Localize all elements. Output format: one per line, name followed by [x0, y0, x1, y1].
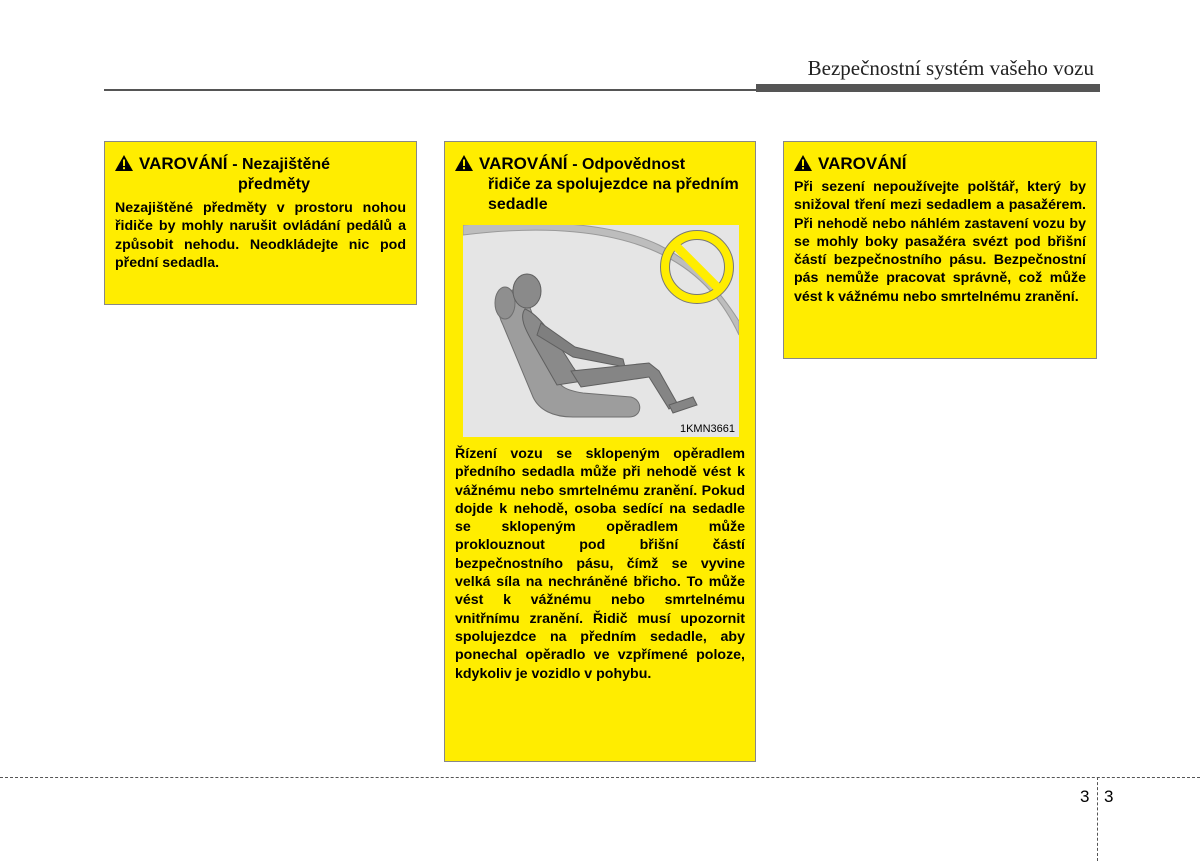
warning-triangle-icon: [794, 155, 812, 171]
section-number: 3: [1080, 787, 1090, 806]
warning-body: Řízení vozu se sklopeným opěradlem předního sedadla může při nehodě vést k vážnému nebo smrtelnému zranění. Pokud dojde k nehodě, osoba sedící na sedadle se sklopeným opěradlem může proklouznout pod břišní částí bezpečnostního pásu, čímž se vyvine velká síla na nechráněné břicho. To může vést k vážnému nebo smrtelnému vnitřnímu zranění. Řidič musí upozornit spolujezdce na předním sedadle, aby ponechal opěradlo ve vzpřímené poloze, kdykoliv je vozidlo v pohybu.: [455, 446, 745, 682]
page-number: 3: [1104, 787, 1114, 806]
image-code: 1KMN3661: [679, 423, 735, 435]
warning-title: [115, 154, 406, 195]
reclined-seat-illustration: [463, 225, 739, 437]
warning-body: Nezajištěné předměty v prostoru nohou řidiče by mohly narušit ovládání pedálů a způsobit nehodu. Neodkládejte nic pod přední sedadla.: [115, 200, 406, 271]
warning-subtitle: - Nezajištěné: [232, 156, 331, 173]
warning-body: Při sezení nepoužívejte polštář, který by snižoval tření mezi sedadlem a pasažérem. Při nehodě nebo náhlém zastavení vozu by se mohly boky pasažéra svézt pod břišní částí bezpečnostního pásu. Bezpečnostní pás nemůže pracovat správně, což může vést k vážnému nebo smrtelnému zranění.: [794, 179, 1086, 305]
warning-label: VAROVÁNÍ: [139, 154, 228, 173]
warning-triangle-icon: [455, 155, 473, 171]
page-number-divider: [1097, 777, 1098, 861]
warning-title: [794, 154, 1086, 174]
warning-box-unsecured-objects: [104, 141, 417, 305]
warning-title: [455, 154, 745, 215]
header-rule-accent: [756, 84, 1100, 92]
page-header-title: Bezpečnostní systém vašeho vozu: [807, 56, 1094, 80]
warning-label: VAROVÁNÍ: [818, 154, 907, 173]
prohibition-sign-icon: [659, 229, 735, 305]
warning-box-driver-responsibility: [444, 141, 756, 762]
warning-subtitle-continued: řidiče za spolujezdce na předním sedadle: [488, 176, 739, 213]
warning-triangle-icon: [115, 155, 133, 171]
warning-subtitle: - Odpovědnost: [572, 156, 686, 173]
warning-label: VAROVÁNÍ: [479, 154, 568, 173]
warning-subtitle-continued: předměty: [238, 176, 311, 193]
warning-box-cushion: [783, 141, 1097, 359]
footer-divider: [0, 777, 1200, 778]
